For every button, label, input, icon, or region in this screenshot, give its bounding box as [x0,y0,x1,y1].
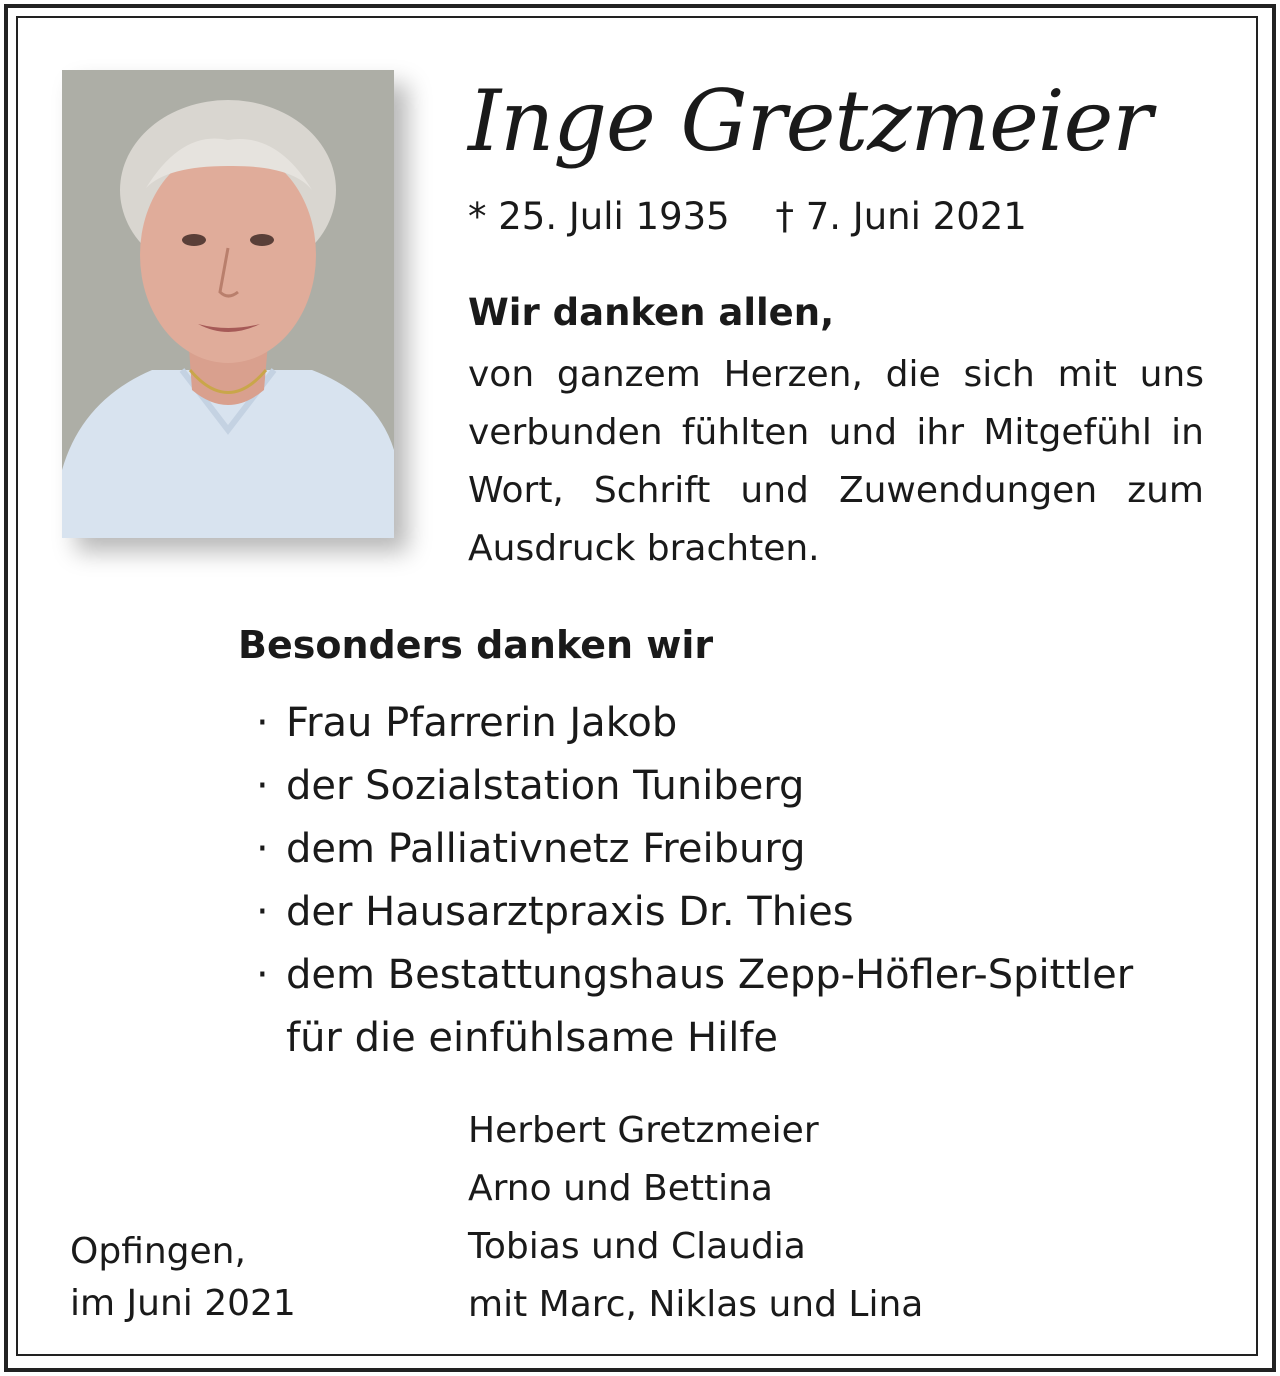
list-item-continuation [252,1007,1222,1070]
list-item [252,818,1222,881]
date-line: im Juni 2021 [70,1283,296,1324]
list-item [252,944,1222,1007]
bullet-dot: · [256,826,269,872]
list-item-text: Frau Pfarrerin Jakob [286,700,678,746]
birth-date: * 25. Juli 1935 [468,195,730,238]
thanks-title: Wir danken allen, [468,291,835,334]
list-item [252,692,1222,755]
special-thanks-title: Besonders danken wir [238,623,714,667]
death-date: † 7. Juni 2021 [775,195,1027,238]
signer-line: Tobias und Claudia [468,1226,806,1267]
signer-line: Arno und Bettina [468,1168,773,1209]
deceased-name: Inge Gretzmeier [468,72,1152,170]
list-item-text: dem Bestattungshaus Zepp-Höfler-Spittler [286,952,1134,998]
bullet-dot: · [256,763,269,809]
thanks-text: von ganzem Herzen, die sich mit uns verbunden fühlten und ihr Mitgefühl in Wort, Schrift und Zuwendungen zum Ausdruck brachten. [468,354,1204,569]
place-line: Opfingen, [70,1231,246,1272]
list-item-text: für die einfühlsame Hilfe [286,1015,779,1061]
list-item-text: dem Palliativnetz Freiburg [286,826,806,872]
list-item-text: der Sozialstation Tuniberg [286,763,805,809]
bullet-dot: · [256,889,269,935]
signer-line: mit Marc, Niklas und Lina [468,1284,924,1325]
bullet-dot: · [256,952,269,998]
portrait-photo [62,70,394,538]
signer-line: Herbert Gretzmeier [468,1110,819,1151]
place-date [70,1226,296,1330]
bullet-dot: · [256,700,269,746]
list-item [252,881,1222,944]
life-dates [468,192,1027,242]
signers-block [468,1102,923,1334]
list-item-text: der Hausarztpraxis Dr. Thies [286,889,854,935]
special-thanks-list [252,692,1222,1070]
list-item [252,755,1222,818]
